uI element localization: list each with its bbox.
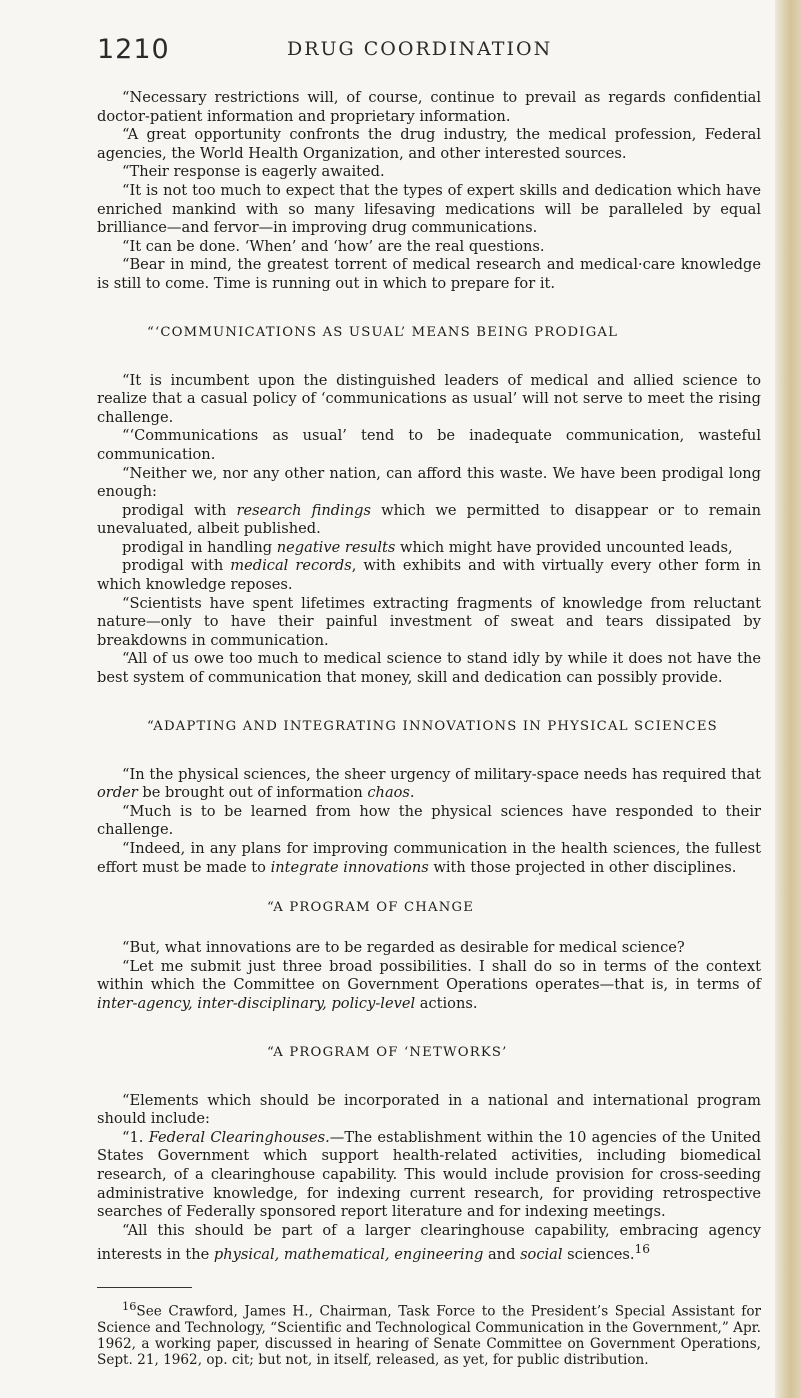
text-run: which we permitted to disappear or to remain unevaluated, albeit published. — [97, 501, 761, 538]
footnote-marker: 16 — [122, 1298, 137, 1313]
text-run: “In the physical sciences, the sheer urgency of military-space needs has required that — [122, 765, 761, 783]
paragraph: “It is not too much to expect that the types of expert skills and dedication which have enriched mankind with so many lifesaving medications will be paralleled by equal brilliance—and fervor—in improving drug communications. — [97, 181, 761, 237]
emphasis: medical records — [230, 557, 352, 575]
footnote-text: See Crawford, James H., Chairman, Task Force to the President’s Special Assistant for Science and Technology, “Scientific and Technological Communication in the Government,” Apr. 1962, a working paper, discussed in hearing of Senate Committee on Government Operations, Sept. 21, 1962, op. cit; but not, in itself, released, as yet, for public distribution. — [97, 1303, 761, 1368]
text-run: “All this should be part of a larger clearinghouse capability, embracing agency interests in the — [97, 1221, 761, 1264]
emphasis: Federal Clearinghouses. — [148, 1128, 330, 1146]
emphasis: physical, mathematical, engineering — [213, 1246, 484, 1264]
footnote-divider — [97, 1287, 192, 1288]
page-number: 1210 — [97, 34, 170, 65]
page-edge-shadow — [775, 0, 801, 1398]
text-run: , with exhibits and with virtually every other form in which knowledge reposes. — [97, 557, 762, 594]
emphasis: integrate innovations — [270, 858, 429, 876]
text-run: with those projected in other disciplines. — [428, 858, 737, 876]
section-heading: “‘COMMUNICATIONS AS USUAL’ MEANS BEING PRODIGAL — [147, 324, 619, 340]
paragraph: “‘Communications as usual’ tend to be inadequate communication, wasteful communication. — [97, 427, 761, 463]
paragraph — [97, 1129, 761, 1222]
paragraph — [97, 840, 761, 877]
running-head: DRUG COORDINATION — [287, 38, 553, 60]
emphasis: research findings — [236, 501, 372, 519]
paragraph: “Elements which should be incorporated in a national and international program should include: — [97, 1091, 761, 1128]
paragraph: “But, what innovations are to be regarded as desirable for medical science? — [122, 939, 685, 957]
paragraph — [97, 958, 761, 1014]
paragraph: “Neither we, nor any other nation, can afford this waste. We have been prodigal long enough: — [97, 464, 761, 501]
footnote-reference: 16 — [634, 1242, 650, 1257]
emphasis: order — [97, 784, 138, 802]
paragraph: “A great opportunity confronts the drug industry, the medical profession, Federal agencies, the World Health Organization, and other interested sources. — [97, 126, 761, 162]
emphasis: social — [520, 1246, 563, 1264]
paragraph — [97, 1222, 761, 1265]
paragraph — [97, 502, 761, 539]
paragraph: “Necessary restrictions will, of course, continue to prevail as regards confidential doctor-patient information and proprietary information. — [97, 89, 761, 125]
section-heading: “A PROGRAM OF ‘NETWORKS’ — [267, 1044, 508, 1060]
emphasis: inter-agency, inter-disciplinary, policy-level — [97, 994, 416, 1012]
text-run: be brought out of information — [137, 784, 368, 802]
text-run: “1. — [122, 1128, 149, 1146]
paragraph: “It can be done. ‘When’ and ‘how’ are the real questions. — [122, 237, 545, 255]
text-run: prodigal with — [122, 501, 237, 519]
section-heading: “A PROGRAM OF CHANGE — [267, 900, 475, 916]
emphasis: negative results — [276, 538, 396, 556]
paragraph — [97, 557, 761, 594]
page-body — [97, 89, 761, 1368]
text-run: prodigal in handling — [122, 538, 277, 556]
paragraph: “Much is to be learned from how the physical sciences have responded to their challenge. — [97, 802, 761, 839]
footnote — [97, 1298, 761, 1368]
emphasis: chaos. — [367, 784, 415, 802]
paragraph — [97, 539, 761, 558]
text-run: actions. — [415, 994, 478, 1012]
paragraph: “Bear in mind, the greatest torrent of medical research and medical·care knowledge is still to come. Time is running out in which to prepare for it. — [97, 256, 761, 292]
paragraph: “Scientists have spent lifetimes extracting fragments of knowledge from reluctant nature—only to have their painful investment of sweat and tears dissipated by breakdowns in communication. — [97, 594, 761, 649]
text-run: “Indeed, in any plans for improving communication in the health sciences, the fullest effort must be made to — [97, 840, 761, 876]
page-header — [97, 34, 697, 74]
text-run: which might have provided uncounted leads, — [395, 538, 733, 556]
section-heading: “ADAPTING AND INTEGRATING INNOVATIONS IN PHYSICAL SCIENCES — [147, 718, 718, 734]
text-run: prodigal with — [122, 557, 231, 575]
text-run: and — [483, 1246, 521, 1264]
text-run: “Let me submit just three broad possibilities. I shall do so in terms of the context within which the Committee on Government Operations operates—that is, in terms of — [97, 957, 761, 994]
paragraph — [97, 766, 761, 803]
text-run: —The establishment within the 10 agencies of the United States Government which support health-related activities, including biomedical research, of a clearinghouse capability. This would include provision for cross-seeding administrative knowledge, for indexing current research, for providing retrospective searches of Federally sponsored report literature and for indexing meetings. — [97, 1128, 761, 1221]
paragraph: “All of us owe too much to medical science to stand idly by while it does not have the best system of communication that money, skill and dedication can possibly provide. — [97, 650, 761, 687]
text-run: sciences. — [562, 1246, 635, 1264]
paragraph: “It is incumbent upon the distinguished leaders of medical and allied science to realize that a casual policy of ‘communications as usual’ will not serve to meet the rising challenge. — [97, 371, 761, 426]
paragraph: “Their response is eagerly awaited. — [122, 163, 385, 181]
